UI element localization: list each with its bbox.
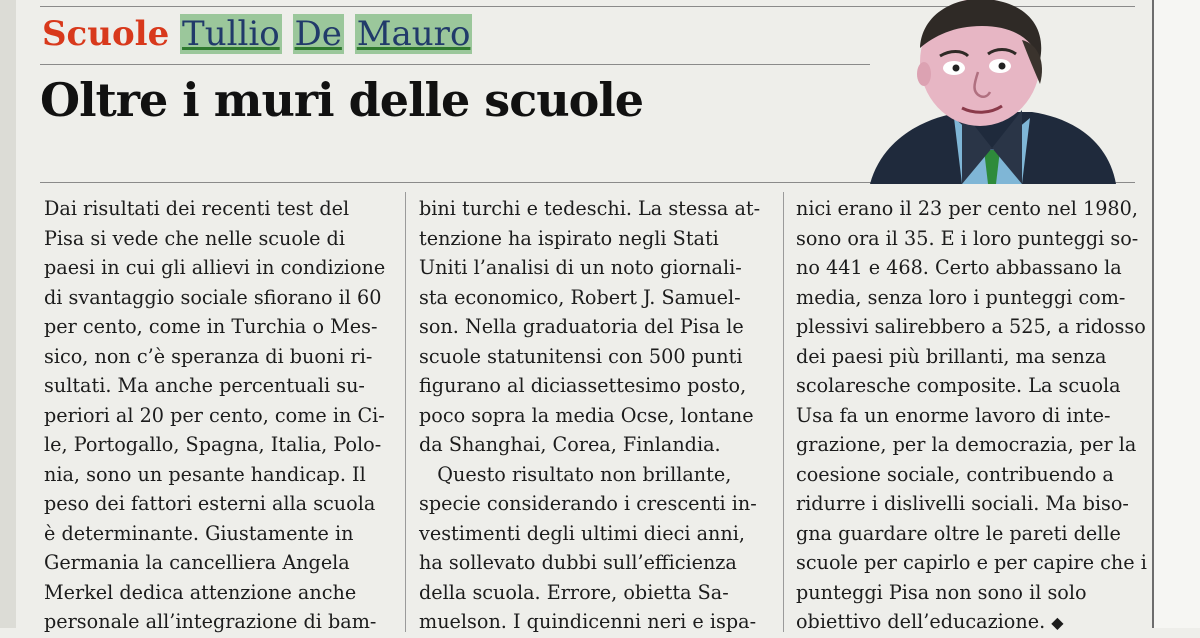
text-line: figurano al diciassettesimo posto, [419,374,747,397]
text-line: no 441 e 468. Certo abbassano la [796,256,1122,279]
text-line: poco sopra la media Ocse, lontane [419,403,754,427]
text-line: da Shanghai, Corea, Finlandia. [419,433,721,456]
text-line: Pisa si vede che nelle scuole di [44,226,345,250]
page-right-edge [1152,0,1200,628]
text-line: Uniti l’analisi di un noto giornali- [419,256,742,279]
text-line: Questo risultato non brillante, [419,462,732,486]
page-left-edge [0,0,16,628]
header-rule [40,64,870,65]
text-line: le, Portogallo, Spagna, Italia, Polo- [44,433,382,456]
author-word: Mauro [356,14,471,54]
text-line: scuole statunitensi con 500 punti [419,344,743,368]
text-line: nia, sono un pesante handicap. Il [44,462,366,486]
text-line: Usa fa un enorme lavoro di inte- [796,403,1111,427]
text-line: grazione, per la democrazia, per la [796,433,1137,456]
text-line: specie considerando i crescenti in- [419,492,757,515]
text-line: ridurre i dislivelli sociali. Ma biso- [796,492,1129,515]
text-line: peso dei fattori esterni alla scuola [44,492,376,515]
text-line: coesione sociale, contribuendo a [796,462,1114,486]
text-line: paesi in cui gli allievi in condizione [44,256,386,279]
text-line: dei paesi più brillanti, ma senza [796,344,1107,368]
author-caricature-icon [862,0,1124,184]
text-line: personale all’integrazione di bam- [44,610,377,633]
article-title: Oltre i muri delle scuole [40,73,644,127]
text-line: punteggi Pisa non sono il solo [796,580,1087,604]
text-line: gna guardare oltre le pareti delle [796,521,1121,545]
text-line: della scuola. Errore, obietta Sa- [419,580,729,604]
text-line: di svantaggio sociale sfiorano il 60 [44,285,382,309]
text-line: sta economico, Robert J. Samuel- [419,285,741,309]
text-line: vestimenti degli ultimi dieci anni, [419,521,745,545]
text-line: son. Nella graduatoria del Pisa le [419,315,744,338]
column-kicker [42,12,472,56]
article-column-3 [796,194,1146,637]
text-line: sultati. Ma anche percentuali su- [44,374,365,397]
text-line: sico, non c’è speranza di buoni ri- [44,344,373,368]
section-label: Scuole [42,14,170,54]
diamond-icon: ◆ [1051,613,1064,632]
text-line: plessivi salirebbero a 525, a ridosso [796,315,1146,338]
author-word: De [294,14,342,54]
article-column-1 [44,194,394,637]
author-byline [180,14,472,54]
text-line: obiettivo dell’educazione. [796,610,1046,633]
text-line: periori al 20 per cento, come in Ci- [44,403,385,427]
text-line: scolaresche composite. La scuola [796,374,1121,397]
text-line: nici erano il 23 per cento nel 1980, [796,197,1138,220]
text-line: è determinante. Giustamente in [44,521,354,545]
text-line-last [796,607,1146,637]
text-line: ha sollevato dubbi sull’efficienza [419,551,737,574]
text-line: sono ora il 35. E i loro punteggi so- [796,226,1139,250]
text-line: Germania la cancelliera Angela [44,551,350,574]
text-line: Merkel dedica attenzione anche [44,580,357,604]
text-line: per cento, come in Turchia o Mes- [44,315,378,338]
text-line: tenzione ha ispirato negli Stati [419,226,719,250]
text-line: Dai risultati dei recenti test del [44,197,350,220]
author-word: Tullio [182,14,280,54]
article-column-2 [419,194,769,637]
text-line: scuole per capirlo e per capire che i [796,551,1147,574]
text-line: muelson. I quindicenni neri e ispa- [419,610,757,633]
text-line: bini turchi e tedeschi. La stessa at- [419,197,761,220]
text-line: media, senza loro i punteggi com- [796,285,1126,309]
column-divider [405,192,406,632]
column-divider [783,192,784,632]
